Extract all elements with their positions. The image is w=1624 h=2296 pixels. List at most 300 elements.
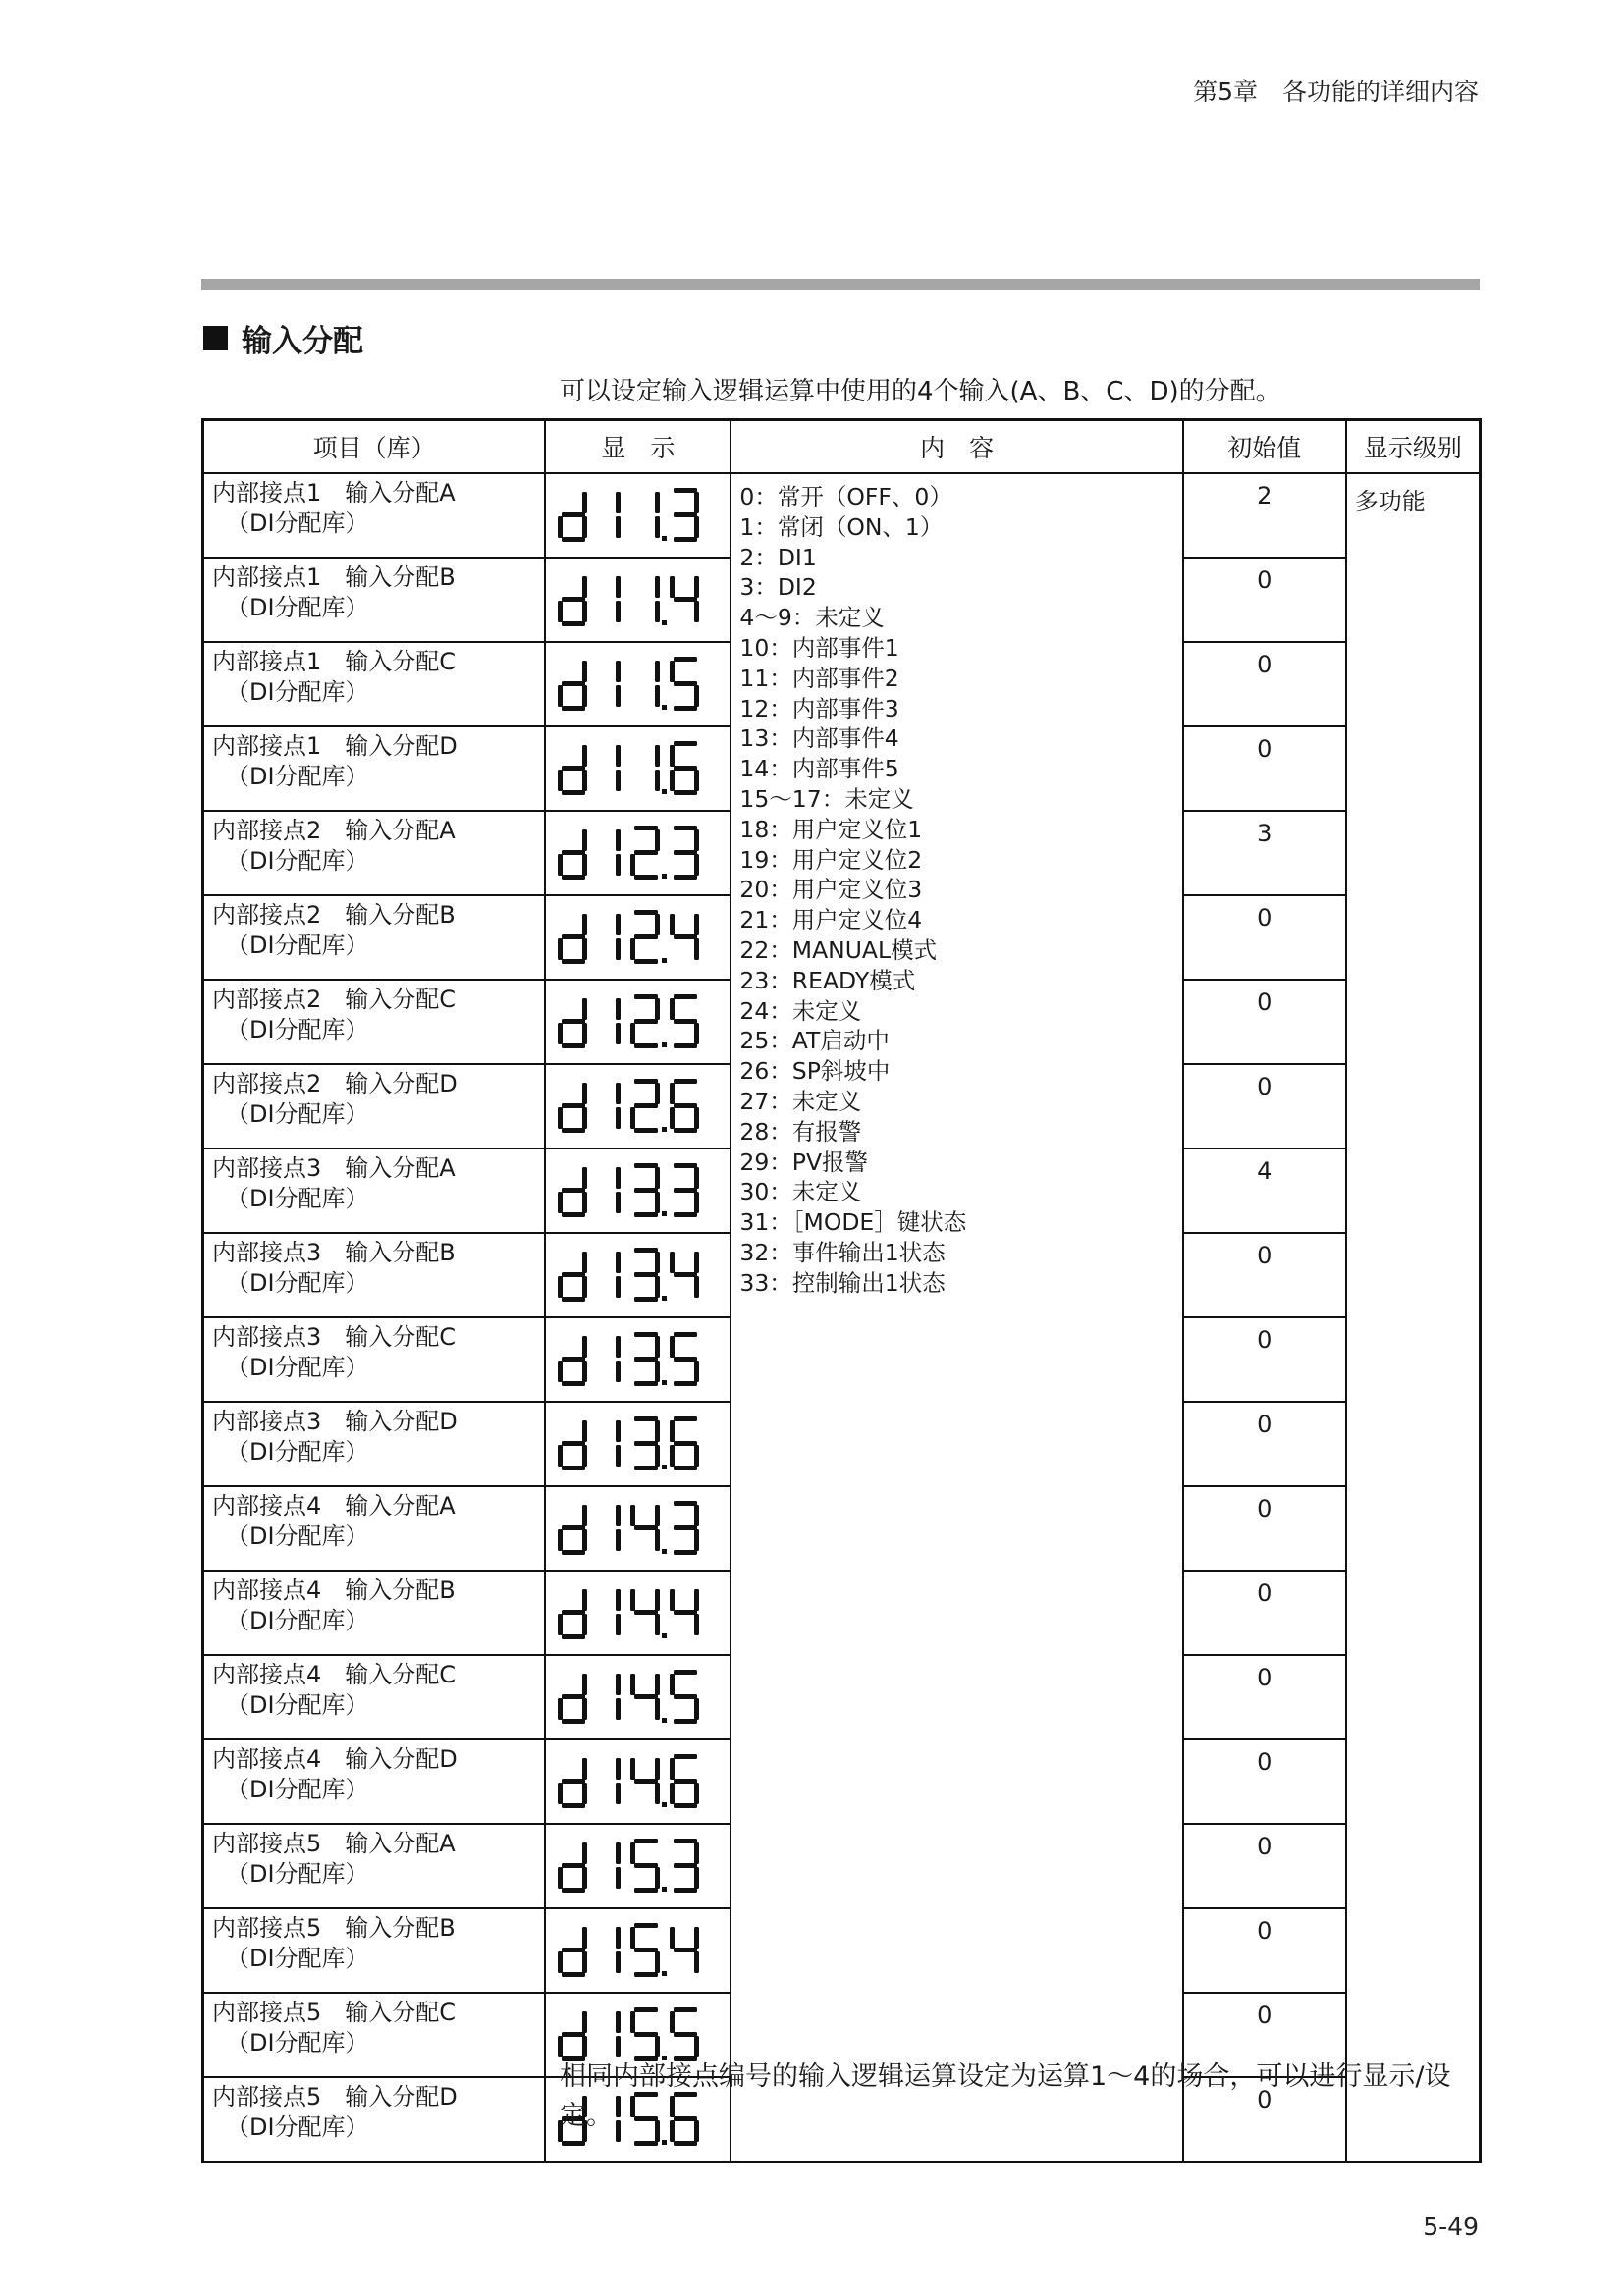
lcd-dot: [662, 2140, 667, 2145]
item-bank: （DI分配库）: [226, 763, 369, 790]
lcd-segment: [634, 1863, 658, 1868]
lcd-segment: [562, 766, 585, 771]
lcd-segment: [634, 1441, 658, 1446]
lcd-segment: [655, 1420, 660, 1442]
lcd-segment: [634, 850, 658, 855]
lcd-segment: [670, 1107, 675, 1129]
cell-display: [545, 726, 731, 811]
lcd-segment: [674, 1019, 697, 1024]
content-option: 18：用户定义位1: [739, 815, 923, 843]
lcd-segment: [630, 1674, 635, 1695]
lcd-segment: [674, 1441, 697, 1446]
content-option: 10：内部事件1: [739, 633, 899, 662]
lcd-segment: [582, 1083, 587, 1104]
lcd-segment: [674, 850, 697, 855]
lcd-segment: [558, 1698, 563, 1720]
lcd-segment: [582, 1529, 587, 1551]
lcd-segment: [634, 1381, 658, 1386]
lcd-segment: [634, 1079, 658, 1084]
cell-initial-value: 0: [1183, 980, 1346, 1064]
lcd-segment: [634, 1466, 658, 1470]
lcd-segment: [562, 512, 585, 517]
lcd-segment: [694, 1445, 699, 1467]
lcd-segment: [634, 1779, 658, 1784]
lcd-segment: [674, 1043, 697, 1048]
lcd-segment: [670, 1758, 675, 1780]
header-content: 内 容: [731, 420, 1182, 474]
lcd-segment: [694, 2036, 699, 2057]
lcd-segment: [655, 1083, 660, 1104]
lcd-segment: [562, 1948, 585, 1952]
item-name: 内部接点5 输入分配B: [212, 1914, 456, 1942]
lcd-segment: [582, 829, 587, 851]
item-bank: （DI分配库）: [226, 1269, 369, 1297]
lcd-segment: [694, 1252, 699, 1273]
lcd-segment: [674, 1779, 697, 1784]
cell-initial-value: 0: [1183, 726, 1346, 811]
item-name: 内部接点4 输入分配D: [212, 1745, 458, 1773]
lcd-dot: [662, 1971, 667, 1976]
lcd-display-icon: [556, 1246, 703, 1305]
lcd-segment: [694, 770, 699, 791]
lcd-segment: [694, 1361, 699, 1382]
item-name: 内部接点4 输入分配C: [212, 1661, 457, 1688]
content-option: 24：未定义: [739, 996, 862, 1025]
lcd-segment: [630, 1023, 635, 1044]
lcd-segment: [674, 1839, 697, 1843]
lcd-segment: [582, 914, 587, 935]
item-name: 内部接点2 输入分配C: [212, 986, 457, 1013]
lcd-segment: [634, 994, 658, 999]
content-option: 25：AT启动中: [739, 1027, 890, 1055]
lcd-segment: [562, 621, 585, 626]
lcd-segment: [674, 1948, 697, 1952]
lcd-dot: [662, 1887, 667, 1892]
content-option: 22：MANUAL模式: [739, 935, 938, 964]
content-option: 15～17：未定义: [739, 784, 914, 813]
lcd-segment: [616, 914, 621, 935]
content-option: 0：常开（OFF、0）: [739, 483, 952, 510]
cell-item: [203, 1908, 546, 1993]
lcd-segment: [562, 1803, 585, 1808]
cell-display: [545, 895, 731, 980]
cell-display: [545, 1148, 731, 1233]
lcd-segment: [582, 1276, 587, 1298]
lcd-segment: [616, 492, 621, 513]
lcd-segment: [582, 1758, 587, 1780]
lcd-segment: [655, 1758, 660, 1780]
cell-display: [545, 642, 731, 726]
lcd-segment: [582, 1420, 587, 1442]
cell-display: [545, 558, 731, 642]
lcd-display-icon: [556, 486, 703, 545]
lcd-segment: [670, 1336, 675, 1358]
cell-item: [203, 1739, 546, 1824]
item-bank: （DI分配库）: [226, 678, 369, 706]
cell-display: [545, 811, 731, 895]
lcd-segment: [616, 1083, 621, 1104]
lcd-segment: [562, 1043, 585, 1048]
lcd-segment: [694, 1167, 699, 1189]
cell-item: [203, 1064, 546, 1148]
item-name: 内部接点2 输入分配A: [212, 817, 456, 844]
cell-display: [545, 980, 731, 1064]
lcd-segment: [674, 1163, 697, 1168]
cell-display-level: 多功能: [1346, 473, 1481, 2163]
lcd-segment: [616, 1698, 621, 1720]
item-bank: （DI分配库）: [226, 509, 369, 537]
lcd-segment: [558, 1107, 563, 1129]
lcd-segment: [674, 2007, 697, 2012]
lcd-segment: [674, 1525, 697, 1530]
lcd-segment: [670, 1252, 675, 1273]
intro-text: 可以设定输入逻辑运算中使用的4个输入(A、B、C、D)的分配。: [560, 377, 1281, 406]
content-option: 11：内部事件2: [739, 664, 899, 692]
item-name: 内部接点1 输入分配A: [212, 479, 456, 507]
lcd-segment: [694, 1589, 699, 1611]
cell-initial-value: 0: [1183, 642, 1346, 726]
lcd-segment: [616, 770, 621, 791]
lcd-segment: [634, 1972, 658, 1977]
lcd-segment: [630, 1589, 635, 1611]
cell-initial-value: 0: [1183, 1739, 1346, 1824]
cell-initial-value: 0: [1183, 1486, 1346, 1571]
lcd-segment: [634, 1103, 658, 1108]
item-bank: （DI分配库）: [226, 1860, 369, 1888]
header-level: 显示级别: [1346, 420, 1481, 474]
lcd-segment: [674, 1416, 697, 1421]
lcd-segment: [670, 1674, 675, 1695]
lcd-segment: [674, 597, 697, 602]
item-bank: （DI分配库）: [226, 1354, 369, 1381]
lcd-segment: [616, 829, 621, 851]
lcd-dot: [662, 1633, 667, 1638]
lcd-segment: [634, 1332, 658, 1337]
lcd-segment: [558, 1614, 563, 1635]
lcd-display-icon: [556, 1499, 703, 1558]
lcd-display-icon: [556, 1921, 703, 1980]
lcd-segment: [616, 1336, 621, 1358]
cell-item: [203, 980, 546, 1064]
lcd-segment: [562, 1610, 585, 1615]
lcd-segment: [674, 1466, 697, 1470]
lcd-segment: [674, 1103, 697, 1108]
lcd-segment: [694, 1614, 699, 1635]
content-option: 20：用户定义位3: [739, 876, 923, 904]
lcd-segment: [634, 1525, 658, 1530]
lcd-segment: [674, 2141, 697, 2146]
lcd-display-icon: [556, 824, 703, 882]
lcd-segment: [694, 1107, 699, 1129]
lcd-dot: [662, 1802, 667, 1807]
lcd-segment: [562, 1272, 585, 1277]
item-name: 内部接点5 输入分配A: [212, 1830, 456, 1857]
content-option: 32：事件输出1状态: [739, 1238, 946, 1266]
lcd-display-icon: [556, 1668, 703, 1727]
cell-display: [545, 1655, 731, 1739]
cell-initial-value: 0: [1183, 1655, 1346, 1739]
lcd-segment: [674, 512, 697, 517]
lcd-segment: [655, 770, 660, 791]
content-option: 31：［MODE］键状态: [739, 1208, 967, 1237]
lcd-segment: [582, 1361, 587, 1382]
lcd-segment: [562, 1212, 585, 1217]
lcd-display-icon: [556, 1752, 703, 1811]
lcd-display-icon: [556, 655, 703, 714]
item-bank: （DI分配库）: [226, 1691, 369, 1719]
cell-item: [203, 1993, 546, 2077]
lcd-segment: [655, 1614, 660, 1635]
lcd-segment: [674, 875, 697, 880]
lcd-segment: [694, 1505, 699, 1526]
lcd-segment: [616, 1505, 621, 1526]
lcd-segment: [562, 1381, 585, 1386]
lcd-segment: [670, 1420, 675, 1442]
cell-initial-value: 0: [1183, 1824, 1346, 1908]
lcd-segment: [694, 492, 699, 513]
lcd-segment: [634, 1297, 658, 1302]
lcd-segment: [694, 1529, 699, 1551]
lcd-segment: [616, 1252, 621, 1273]
lcd-dot: [662, 1549, 667, 1554]
content-option: 27：未定义: [739, 1087, 862, 1115]
cell-display: [545, 1064, 731, 1148]
lcd-segment: [562, 875, 585, 880]
lcd-segment: [616, 1783, 621, 1804]
lcd-segment: [558, 601, 563, 622]
lcd-segment: [616, 2036, 621, 2057]
header-display: 显 示: [545, 420, 731, 474]
item-bank: （DI分配库）: [226, 1945, 369, 1972]
lcd-dot: [662, 1465, 667, 1469]
cell-item: [203, 726, 546, 811]
lcd-segment: [558, 1867, 563, 1889]
item-bank: （DI分配库）: [226, 847, 369, 875]
lcd-segment: [634, 2007, 658, 2012]
item-bank: （DI分配库）: [226, 1185, 369, 1212]
lcd-segment: [582, 1336, 587, 1358]
lcd-segment: [616, 1445, 621, 1467]
lcd-segment: [558, 2036, 563, 2057]
lcd-segment: [562, 1297, 585, 1302]
lcd-segment: [674, 826, 697, 830]
section-title-text: 输入分配: [242, 324, 363, 359]
lcd-segment: [634, 1043, 658, 1048]
section-title: [203, 316, 363, 360]
lcd-segment: [655, 829, 660, 851]
lcd-segment: [562, 1719, 585, 1724]
lcd-segment: [674, 1332, 697, 1337]
content-option: 29：PV报警: [739, 1148, 869, 1176]
lcd-segment: [558, 1445, 563, 1467]
lcd-segment: [634, 1416, 658, 1421]
lcd-segment: [616, 576, 621, 598]
lcd-segment: [562, 790, 585, 795]
lcd-segment: [562, 1128, 585, 1133]
item-name: 内部接点3 输入分配A: [212, 1154, 456, 1182]
lcd-segment: [582, 1023, 587, 1044]
lcd-segment: [634, 1188, 658, 1193]
lcd-segment: [674, 1357, 697, 1362]
lcd-segment: [655, 998, 660, 1020]
lcd-dot: [662, 705, 667, 710]
cell-item: [203, 811, 546, 895]
lcd-segment: [562, 1525, 585, 1530]
lcd-display-icon: [556, 1837, 703, 1896]
lcd-segment: [634, 875, 658, 880]
lcd-segment: [634, 1272, 658, 1277]
lcd-segment: [655, 685, 660, 707]
lcd-segment: [582, 998, 587, 1020]
lcd-segment: [634, 1923, 658, 1928]
lcd-segment: [655, 1783, 660, 1804]
lcd-segment: [558, 516, 563, 538]
lcd-segment: [562, 1103, 585, 1108]
lcd-segment: [694, 854, 699, 876]
lcd-dot: [662, 620, 667, 625]
item-name: 内部接点3 输入分配B: [212, 1239, 456, 1266]
lcd-segment: [616, 1614, 621, 1635]
lcd-segment: [670, 661, 675, 682]
lcd-segment: [562, 706, 585, 711]
lcd-segment: [582, 576, 587, 598]
lcd-segment: [630, 1758, 635, 1780]
item-name: 内部接点3 输入分配C: [212, 1323, 457, 1351]
lcd-display-icon: [556, 2005, 703, 2064]
table-body: [203, 473, 1481, 2163]
lcd-segment: [616, 1361, 621, 1382]
lcd-display-icon: [556, 1583, 703, 1642]
lcd-segment: [582, 1674, 587, 1695]
lcd-segment: [562, 1694, 585, 1699]
lcd-segment: [582, 2036, 587, 2057]
cell-item: [203, 558, 546, 642]
lcd-segment: [634, 959, 658, 964]
table-row: [203, 473, 1481, 558]
lcd-segment: [616, 938, 621, 960]
lcd-segment: [562, 1972, 585, 1977]
content-option: 2：DI1: [739, 543, 817, 571]
lcd-segment: [582, 1505, 587, 1526]
lcd-segment: [694, 1023, 699, 1044]
lcd-segment: [582, 1783, 587, 1804]
cell-display: [545, 1317, 731, 1402]
lcd-segment: [655, 492, 660, 513]
lcd-segment: [558, 1276, 563, 1298]
lcd-segment: [694, 1698, 699, 1720]
item-name: 内部接点5 输入分配D: [212, 2083, 458, 2110]
lcd-segment: [634, 1694, 658, 1699]
lcd-segment: [670, 1783, 675, 1804]
lcd-segment: [674, 2032, 697, 2037]
lcd-segment: [674, 1670, 697, 1675]
lcd-display-icon: [556, 739, 703, 798]
lcd-segment: [655, 1505, 660, 1526]
lcd-segment: [655, 601, 660, 622]
cell-item: [203, 1233, 546, 1317]
lcd-segment: [655, 516, 660, 538]
lcd-segment: [655, 1336, 660, 1358]
cell-display: [545, 1571, 731, 1655]
lcd-segment: [674, 1188, 697, 1193]
lcd-display-icon: [556, 1330, 703, 1389]
lcd-segment: [670, 745, 675, 767]
cell-initial-value: 0: [1183, 1317, 1346, 1402]
lcd-segment: [562, 1019, 585, 1024]
lcd-segment: [655, 1529, 660, 1551]
cell-item: [203, 1148, 546, 1233]
cell-display: [545, 1908, 731, 1993]
lcd-segment: [670, 1445, 675, 1467]
lcd-segment: [582, 1951, 587, 1973]
lcd-display-icon: [556, 908, 703, 967]
lcd-segment: [634, 826, 658, 830]
lcd-segment: [630, 1107, 635, 1129]
item-name: 内部接点3 输入分配D: [212, 1408, 458, 1435]
item-bank: （DI分配库）: [226, 932, 369, 959]
lcd-dot: [662, 874, 667, 879]
lcd-segment: [616, 2011, 621, 2033]
lcd-segment: [558, 685, 563, 707]
lcd-segment: [694, 1842, 699, 1864]
lcd-display-icon: [556, 1077, 703, 1136]
cell-initial-value: 0: [1183, 1571, 1346, 1655]
lcd-segment: [562, 681, 585, 686]
content-option: 33：控制输出1状态: [739, 1268, 946, 1297]
cell-item: [203, 1317, 546, 1402]
lcd-segment: [674, 1719, 697, 1724]
lcd-segment: [582, 685, 587, 707]
lcd-segment: [616, 1167, 621, 1189]
square-bullet-icon: [203, 326, 228, 350]
lcd-dot: [662, 1211, 667, 1216]
lcd-segment: [630, 938, 635, 960]
cell-initial-value: 0: [1183, 1908, 1346, 1993]
lcd-segment: [582, 1614, 587, 1635]
lcd-segment: [674, 790, 697, 795]
cell-item: [203, 1824, 546, 1908]
lcd-segment: [562, 1863, 585, 1868]
lcd-segment: [655, 914, 660, 935]
lcd-segment: [694, 1951, 699, 1973]
lcd-segment: [616, 1589, 621, 1611]
lcd-segment: [582, 1192, 587, 1213]
lcd-segment: [582, 770, 587, 791]
lcd-segment: [630, 1842, 635, 1864]
cell-display: [545, 1824, 731, 1908]
lcd-segment: [694, 685, 699, 707]
lcd-segment: [674, 1803, 697, 1808]
lcd-segment: [562, 1634, 585, 1639]
cell-display: [545, 473, 731, 558]
lcd-segment: [616, 601, 621, 622]
lcd-dot: [662, 1042, 667, 1047]
lcd-segment: [634, 1019, 658, 1024]
lcd-segment: [674, 706, 697, 711]
lcd-segment: [655, 1698, 660, 1720]
lcd-segment: [562, 1550, 585, 1555]
lcd-segment: [694, 601, 699, 622]
lcd-segment: [562, 1779, 585, 1784]
header-rule: [201, 279, 1480, 290]
content-option: 19：用户定义位2: [739, 845, 923, 874]
lcd-segment: [694, 1783, 699, 1804]
content-option: 4～9：未定义: [739, 604, 885, 632]
lcd-segment: [616, 1867, 621, 1889]
lcd-segment: [634, 910, 658, 915]
item-bank: （DI分配库）: [226, 1776, 369, 1803]
header-item: 项目（库）: [203, 420, 546, 474]
